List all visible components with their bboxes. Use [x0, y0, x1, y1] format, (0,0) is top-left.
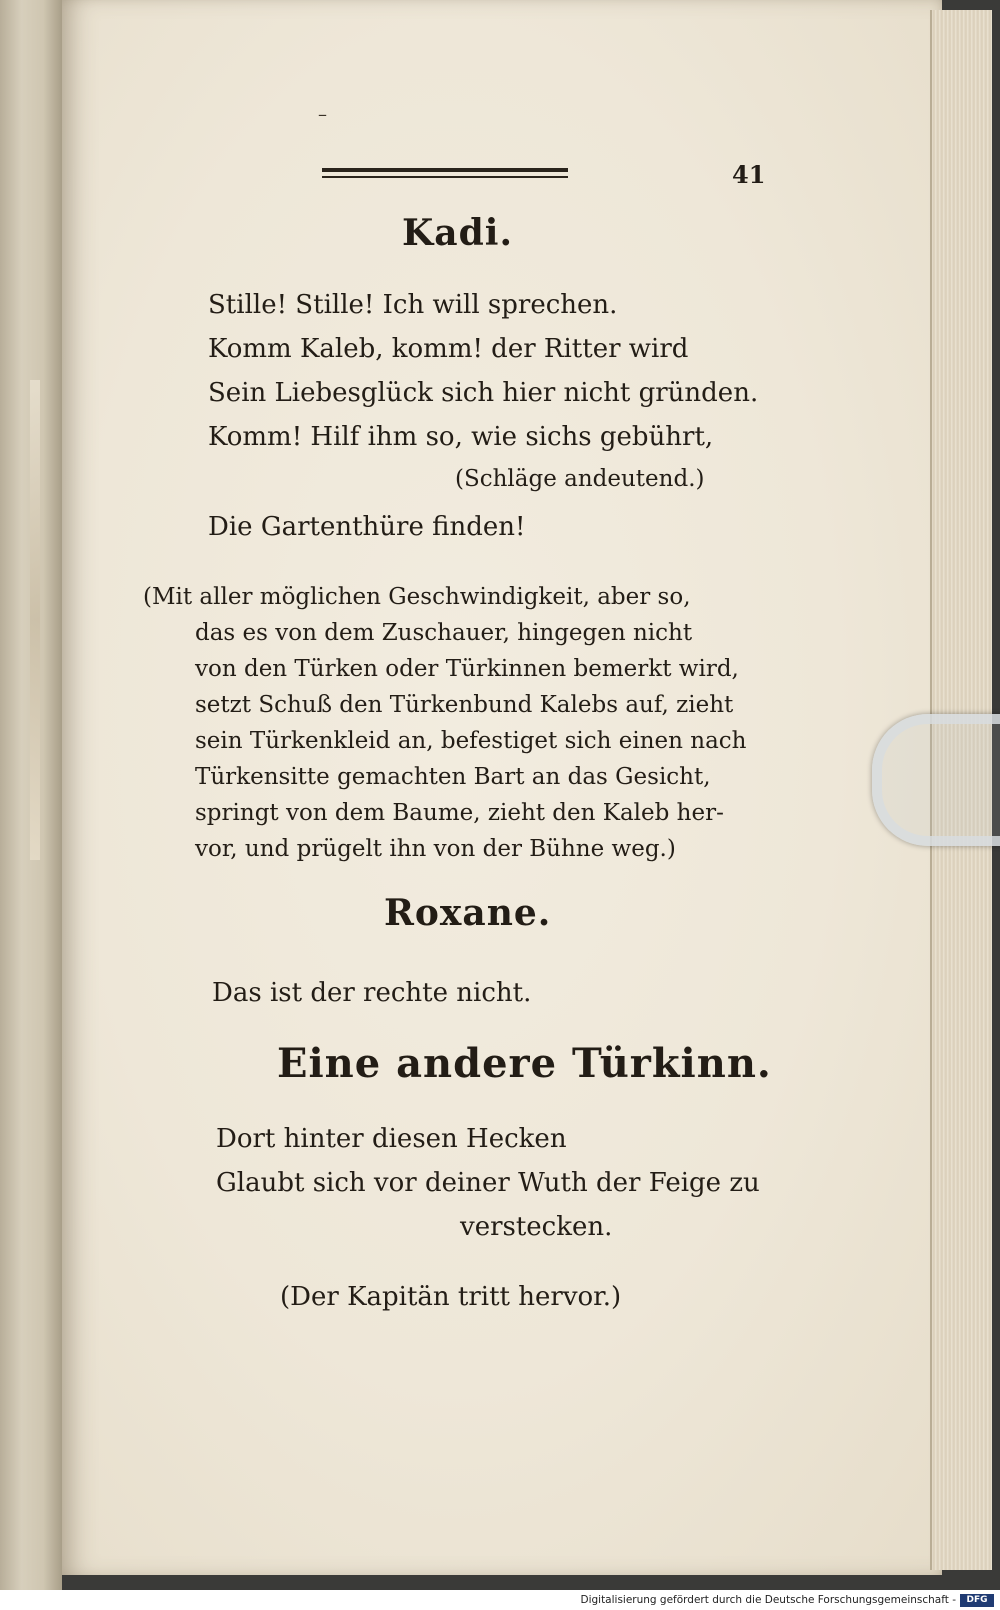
stage-direction: Türkensitte gemachten Bart an das Gesicht,	[195, 764, 711, 790]
stage-direction: setzt Schuß den Türkenbund Kalebs auf, zieht	[195, 692, 734, 718]
verse-line: verstecken.	[460, 1212, 613, 1242]
verse-line: Komm! Hilf ihm so, wie sichs gebührt,	[208, 422, 714, 452]
verse-line: Komm Kaleb, komm! der Ritter wird	[208, 334, 689, 364]
verse-line: Das ist der rechte nicht.	[212, 978, 532, 1008]
verse-line: Sein Liebesglück sich hier nicht gründen.	[208, 378, 759, 408]
stage-direction: vor, und prügelt ihn von der Bühne weg.)	[195, 836, 676, 862]
page-number: 41	[732, 160, 766, 189]
stage-direction: von den Türken oder Türkinnen bemerkt wird,	[195, 656, 739, 682]
speaker-heading: Roxane.	[384, 892, 552, 934]
stage-direction: (Schläge andeutend.)	[455, 466, 705, 492]
verse-line: Glaubt sich vor deiner Wuth der Feige zu	[216, 1168, 760, 1198]
speaker-heading: Kadi.	[402, 212, 513, 254]
header-rule-thin	[322, 176, 568, 178]
left-page-edge	[0, 0, 62, 1590]
decorative-mark: –	[318, 104, 327, 125]
verse-line: Dort hinter diesen Hecken	[216, 1124, 567, 1154]
header-rule	[322, 168, 568, 172]
dfg-logo: DFG	[960, 1594, 994, 1607]
binding-strip	[30, 380, 40, 860]
verse-line: Stille! Stille! Ich will sprechen.	[208, 290, 618, 320]
funding-credit: Digitalisierung gefördert durch die Deutsche Forschungsgemeinschaft -	[580, 1594, 956, 1606]
speaker-heading: Eine andere Türkinn.	[277, 1040, 772, 1087]
stage-direction: (Mit aller möglichen Geschwindigkeit, aber so,	[143, 584, 691, 610]
stage-direction: springt von dem Baume, zieht den Kaleb her-	[195, 800, 724, 826]
stage-direction: das es von dem Zuschauer, hingegen nicht	[195, 620, 693, 646]
verse-line: Die Gartenthüre finden!	[208, 512, 526, 542]
stage-direction: (Der Kapitän tritt hervor.)	[280, 1282, 622, 1312]
page-clip	[872, 714, 1000, 846]
stage-direction: sein Türkenkleid an, befestiget sich einen nach	[195, 728, 747, 754]
